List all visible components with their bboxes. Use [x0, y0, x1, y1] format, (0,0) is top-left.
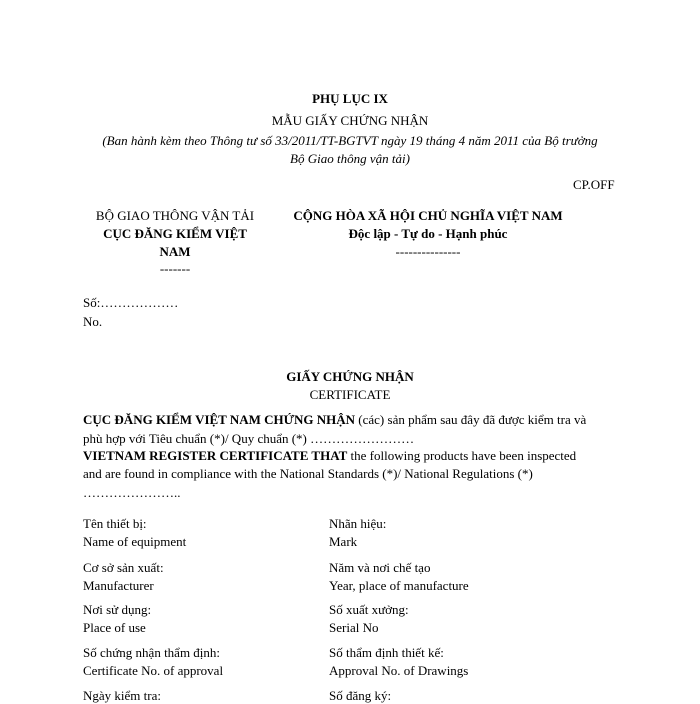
statement-en-line3: ………………….. — [83, 485, 181, 500]
form-code: CP.OFF — [573, 177, 615, 192]
certificate-title-en: CERTIFICATE — [309, 387, 391, 402]
field-equipment-name: Tên thiết bị: Name of equipment — [83, 516, 187, 549]
agency-name-line1: CỤC ĐĂNG KIỂM VIỆT — [103, 226, 247, 241]
country-name: CỘNG HÒA XÃ HỘI CHỦ NGHĨA VIỆT NAM — [293, 208, 563, 223]
national-motto: Độc lập - Tự do - Hạnh phúc — [348, 226, 508, 241]
issuance-note-line1: (Ban hành kèm theo Thông tư số 33/2011/TT-BGTVT ngày 19 tháng 4 năm 2011 của Bộ trưởng — [102, 133, 598, 148]
right-divider: --------------- — [395, 244, 461, 259]
field-mark: Nhãn hiệu: Mark — [329, 516, 387, 549]
agency-name-line2: NAM — [159, 244, 191, 259]
field-place-of-use: Nơi sử dụng: Place of use — [83, 602, 152, 635]
statement-en-line1: VIETNAM REGISTER CERTIFICATE THAT the following products have been inspected — [83, 448, 577, 463]
ministry-name: BỘ GIAO THÔNG VẬN TẢI — [95, 208, 255, 223]
number-en: No. — [83, 314, 103, 329]
field-serial-no: Số xuất xưởng: Serial No — [329, 602, 409, 635]
statement-en-line2: and are found in compliance with the National Standards (*)/ National Regulations (*) — [83, 466, 533, 481]
left-divider: ------- — [159, 261, 191, 276]
field-registration-no: Số đăng ký: — [329, 688, 392, 703]
statement-vn-line1: CỤC ĐĂNG KIỂM VIỆT NAM CHỨNG NHẬN (các) sản phẩm sau đây đã được kiểm tra và — [83, 412, 587, 427]
field-drawing-approval: Số thẩm định thiết kế: Approval No. of Drawings — [329, 645, 469, 678]
issuance-note-line2: Bộ Giao thông vận tải) — [290, 151, 410, 166]
field-approval-certificate: Số chứng nhận thẩm định: Certificate No. of approval — [83, 645, 224, 678]
field-year-place: Năm và nơi chế tạo Year, place of manufacture — [329, 560, 469, 593]
certificate-title-vn: GIẤY CHỨNG NHẬN — [286, 369, 414, 384]
number-vn: Số:……………… — [83, 295, 179, 310]
field-inspection-date: Ngày kiểm tra: — [83, 688, 161, 703]
field-manufacturer: Cơ sở sản xuất: Manufacturer — [83, 560, 164, 593]
appendix-title: PHỤ LỤC IX — [312, 91, 388, 106]
statement-vn-line2: phù hợp với Tiêu chuẩn (*)/ Quy chuẩn (*) …………………… — [83, 431, 415, 446]
form-title: MẪU GIẤY CHỨNG NHẬN — [271, 113, 429, 128]
